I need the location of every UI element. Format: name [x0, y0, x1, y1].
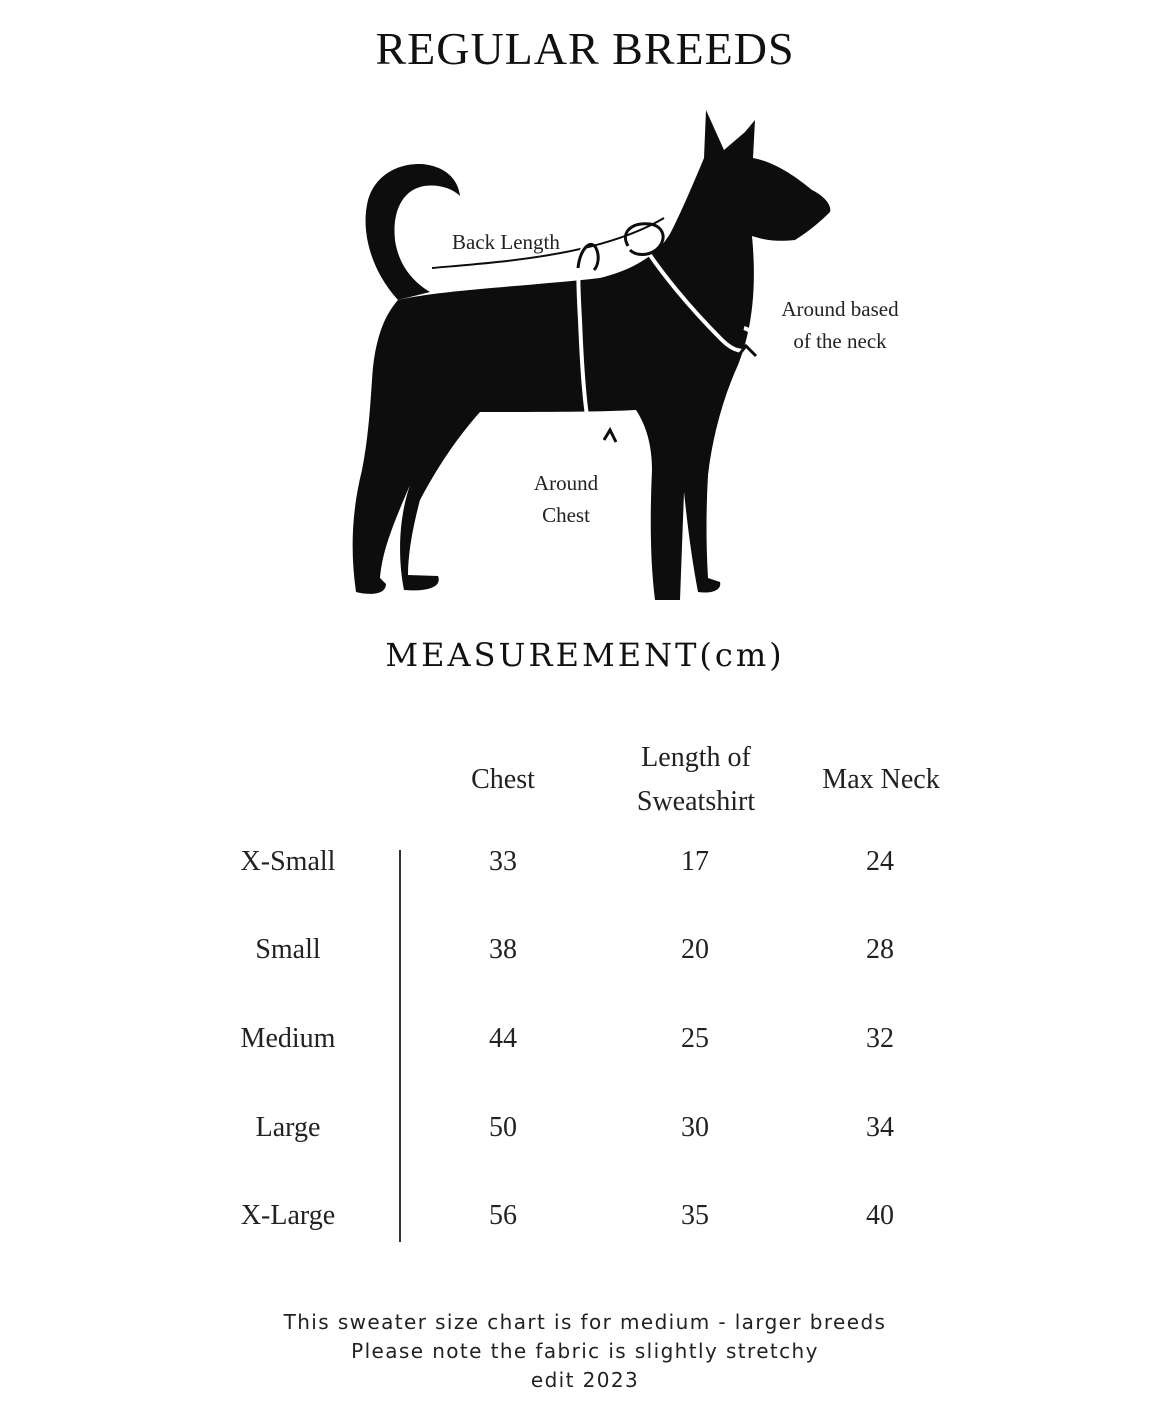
row-size-label: X-Small	[240, 846, 336, 877]
cell-neck: 28	[866, 934, 894, 965]
dog-tail	[366, 164, 460, 300]
table-row	[0, 1023, 1170, 1063]
cell-length: 20	[681, 934, 709, 965]
column-header-chest: Chest	[471, 764, 535, 795]
cell-length: 30	[681, 1112, 709, 1143]
table-row	[0, 1200, 1170, 1240]
row-size-label: Large	[255, 1112, 321, 1143]
footnote-line-3: edit 2023	[530, 1368, 640, 1392]
cell-length: 35	[681, 1200, 709, 1231]
column-header-max-neck: Max Neck	[822, 764, 940, 795]
footnote-line-1: This sweater size chart is for medium - larger breeds	[283, 1310, 887, 1334]
cell-chest: 33	[489, 846, 517, 877]
column-header-length-line2: Sweatshirt	[636, 786, 756, 817]
cell-chest: 50	[489, 1112, 517, 1143]
cell-length: 17	[681, 846, 709, 877]
footnote-line-2: Please note the fabric is slightly stretchy	[351, 1339, 819, 1363]
section-title: MEASUREMENT(cm)	[385, 636, 785, 674]
row-size-label: Medium	[240, 1023, 336, 1054]
chest-label-line2: Chest	[542, 503, 590, 527]
table-row	[0, 1112, 1170, 1152]
table-row	[0, 846, 1170, 886]
chest-arrowhead	[604, 430, 616, 442]
cell-length: 25	[681, 1023, 709, 1054]
cell-neck: 32	[866, 1023, 894, 1054]
cell-chest: 56	[489, 1200, 517, 1231]
table-row	[0, 934, 1170, 974]
neck-label-line2: of the neck	[793, 329, 887, 353]
cell-neck: 34	[866, 1112, 894, 1143]
row-size-label: Small	[255, 934, 321, 965]
back-length-label: Back Length	[452, 230, 560, 254]
cell-neck: 24	[866, 846, 894, 877]
cell-chest: 44	[489, 1023, 517, 1054]
chest-label-line1: Around	[533, 471, 599, 495]
page-title: REGULAR BREEDS	[375, 23, 795, 74]
cell-chest: 38	[489, 934, 517, 965]
column-header-length-line1: Length of	[641, 742, 751, 773]
cell-neck: 40	[866, 1200, 894, 1231]
row-size-label: X-Large	[240, 1200, 336, 1231]
neck-label-line1: Around based	[781, 297, 899, 321]
